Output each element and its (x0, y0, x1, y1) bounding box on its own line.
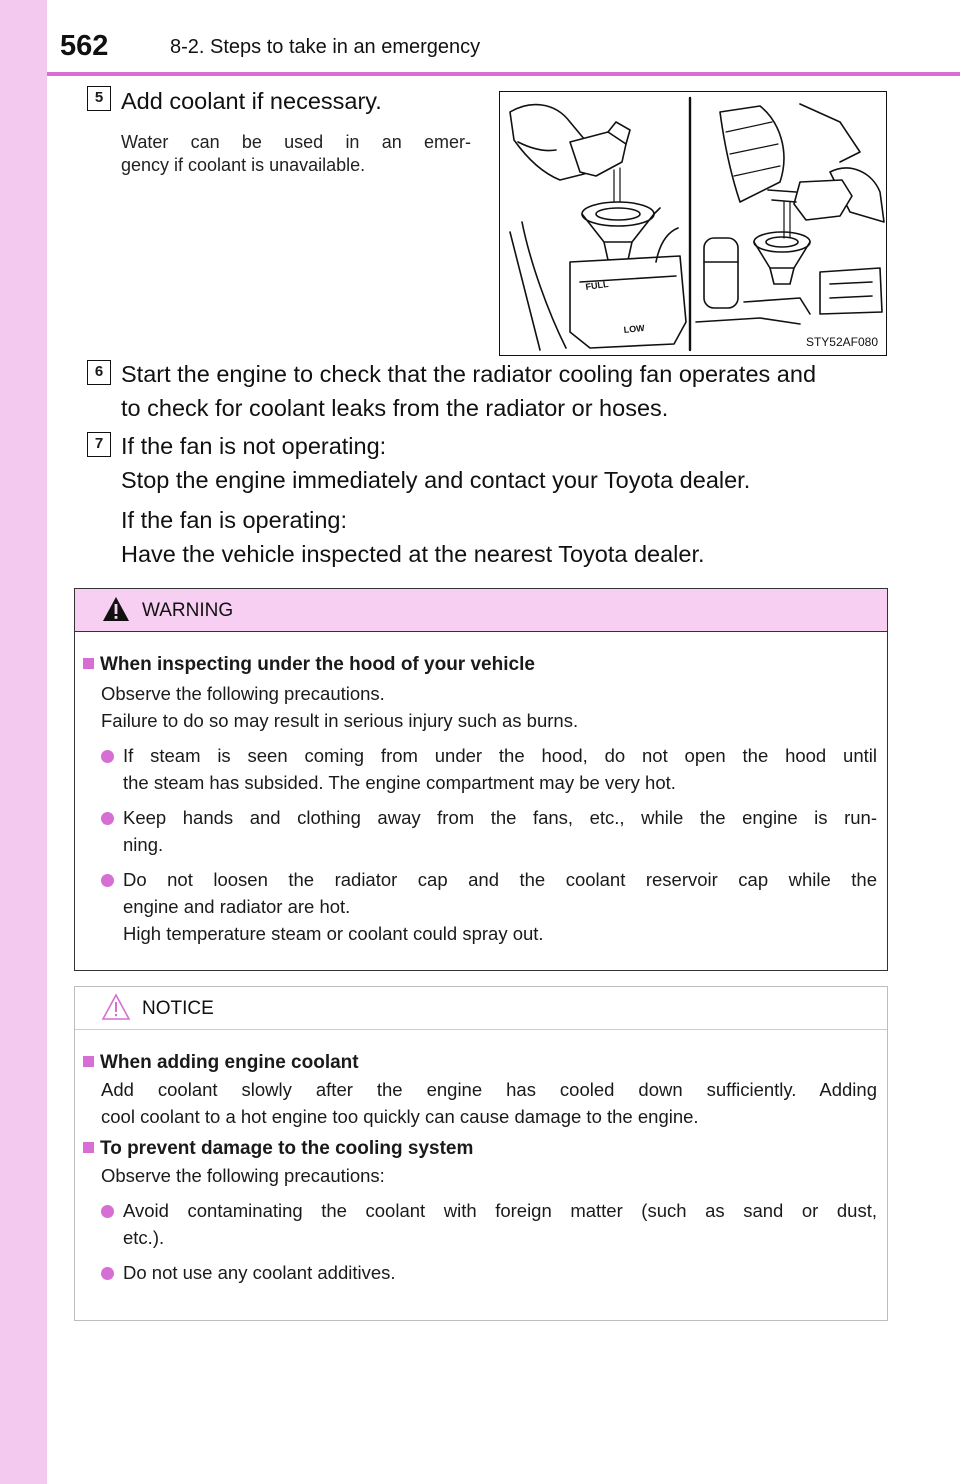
notice-label: NOTICE (142, 998, 214, 1019)
warning-bullet-line: If steam is seen coming from under the hood, do not open the hood until (123, 745, 877, 766)
low-marker-label: LOW (623, 322, 646, 335)
square-bullet-icon (83, 658, 94, 669)
step-5-text: Add coolant if necessary. (121, 88, 382, 114)
warning-bullet-line: engine and radiator are hot. (123, 896, 351, 917)
bullet-dot-icon (101, 750, 114, 763)
square-bullet-icon (83, 1142, 94, 1153)
notice-section-title-text: To prevent damage to the cooling system (100, 1138, 474, 1159)
bullet-dot-icon (101, 1205, 114, 1218)
notice-bullet (101, 1197, 877, 1251)
square-bullet-icon (83, 1056, 94, 1067)
coolant-illustration (499, 91, 887, 356)
notice-section-title (83, 1050, 877, 1076)
notice-box (74, 986, 888, 1321)
notice-header (75, 987, 887, 1030)
notice-section-title-text: When adding engine coolant (100, 1052, 359, 1073)
step-7-line: Have the vehicle inspected at the nearest Toyota dealer. (121, 541, 705, 567)
step-6-line: Start the engine to check that the radiator cooling fan operates and (121, 361, 817, 387)
bullet-dot-icon (101, 874, 114, 887)
notice-bullet-line: Avoid contaminating the coolant with foreign matter (such as sand or dust, (123, 1200, 877, 1221)
warning-bullet-line: Keep hands and clothing away from the fans, etc., while the engine is run- (123, 807, 877, 828)
warning-bullet (101, 742, 877, 796)
warning-section-title-text: When inspecting under the hood of your vehicle (100, 654, 535, 675)
page-side-tab (0, 0, 47, 1484)
step-5-note-line: Water can be used in an emer- (121, 132, 471, 152)
warning-intro (101, 680, 877, 734)
header-rule (47, 72, 960, 76)
warning-bullet (101, 866, 877, 947)
notice-bullet-line: etc.). (123, 1227, 165, 1248)
step-6-text (121, 357, 881, 425)
notice-section-title (83, 1136, 877, 1162)
warning-bullet-line: the steam has subsided. The engine compartment may be very hot. (123, 772, 676, 793)
step-6-line: to check for coolant leaks from the radiator or hoses. (121, 395, 669, 421)
notice-line: cool coolant to a hot engine too quickly can cause damage to the engine. (101, 1106, 699, 1127)
notice-triangle-icon (101, 993, 131, 1021)
illustration-code: STY52AF080 (805, 335, 878, 349)
step-5-note (121, 131, 471, 177)
warning-intro-line: Failure to do so may result in serious injury such as burns. (101, 710, 579, 731)
step-5-note-line: gency if coolant is unavailable. (121, 155, 366, 175)
step-7-line: Stop the engine immediately and contact your Toyota dealer. (121, 467, 751, 493)
step-number-7: 7 (87, 432, 111, 457)
full-marker-label: FULL (584, 278, 610, 292)
page-number: 562 (60, 30, 109, 62)
step-7-text (121, 429, 881, 571)
step-7-line: If the fan is not operating: (121, 433, 387, 459)
notice-section-1-body (101, 1076, 877, 1130)
section-title: 8-2. Steps to take in an emergency (170, 36, 481, 58)
warning-bullet (101, 804, 877, 858)
notice-line: Add coolant slowly after the engine has cooled down sufficiently. Adding (101, 1079, 877, 1100)
notice-bullet (101, 1259, 877, 1286)
warning-bullet-line: Do not loosen the radiator cap and the coolant reservoir cap while the (123, 869, 877, 890)
step-number-6: 6 (87, 360, 111, 385)
notice-bullet-line: Do not use any coolant additives. (123, 1262, 396, 1283)
warning-label: WARNING (142, 600, 234, 621)
coolant-filling-drawing (500, 92, 886, 355)
step-number-5: 5 (87, 86, 111, 111)
bullet-dot-icon (101, 1267, 114, 1280)
step-7-line: If the fan is operating: (121, 507, 348, 533)
warning-bullet-line: High temperature steam or coolant could spray out. (123, 923, 544, 944)
warning-intro-line: Observe the following precautions. (101, 683, 385, 704)
warning-bullet-line: ning. (123, 834, 164, 855)
warning-box (74, 588, 888, 971)
warning-triangle-icon (101, 595, 131, 623)
bullet-dot-icon (101, 812, 114, 825)
warning-section-title (83, 652, 877, 678)
warning-header (75, 589, 887, 632)
notice-section-2-intro: Observe the following precautions: (101, 1165, 385, 1186)
